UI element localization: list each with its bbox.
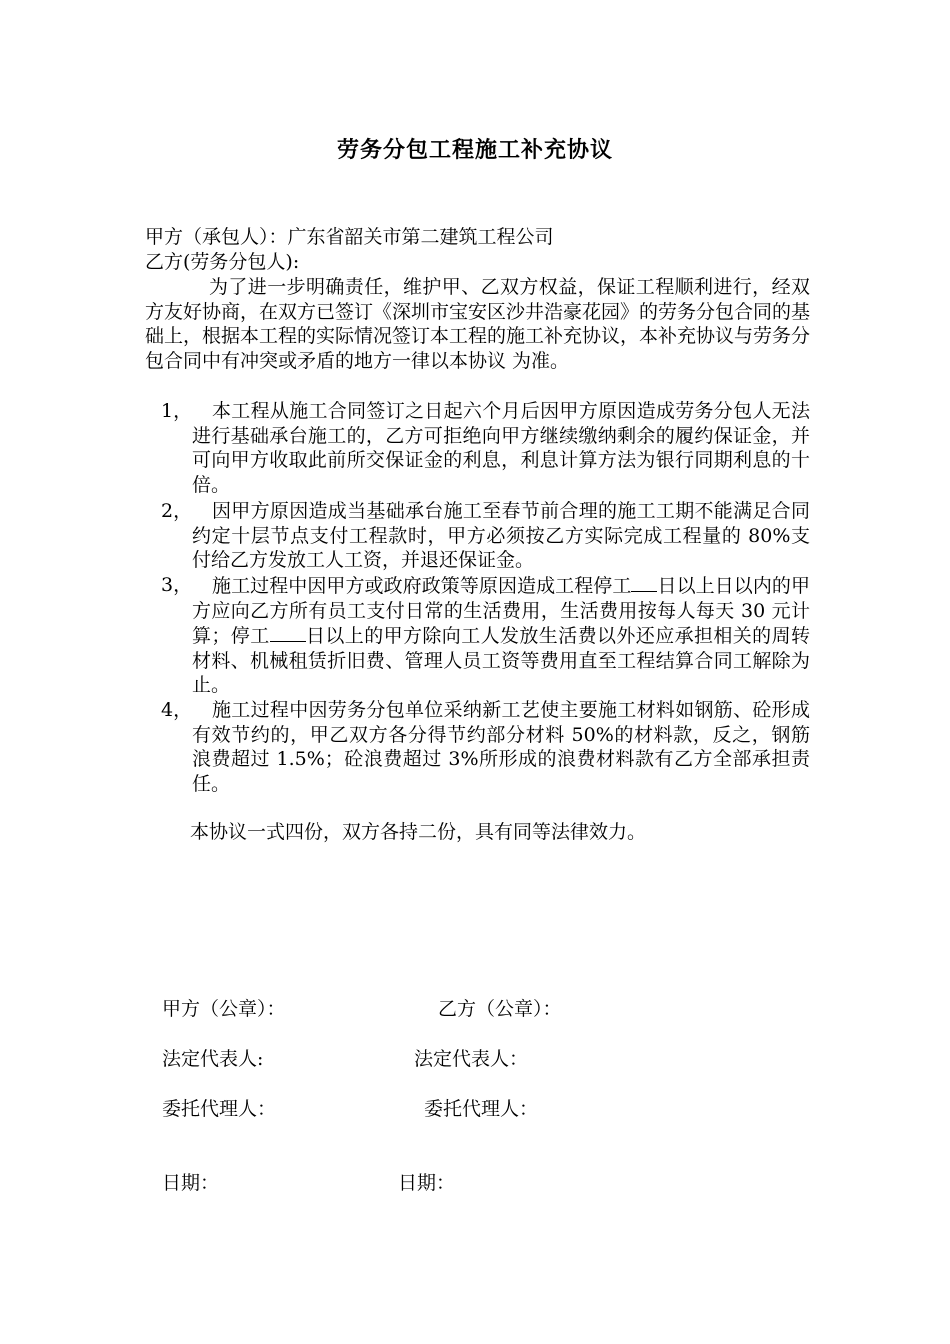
clause-4 <box>145 698 810 796</box>
clause-text-part: 日以内的甲方应向乙方所有员工支付日常的生活费用，生活费用按每人每天 30 元计算；停工 <box>192 575 810 647</box>
clause-text <box>192 573 810 698</box>
party-b-rep-label: 法定代表人： <box>414 1048 529 1070</box>
clause-2 <box>145 499 810 573</box>
clause-number: 2， <box>161 500 193 522</box>
clause-text-part: 日以上 <box>657 575 715 597</box>
party-a-agent-label: 委托代理人： <box>162 1098 277 1120</box>
closing-statement: 本协议一式四份，双方各持二份，具有同等法律效力。 <box>190 821 647 843</box>
document-title: 劳务分包工程施工补充协议 <box>336 137 613 163</box>
clause-text-part: 施工过程中因甲方或政府政策等原因造成工程停工 <box>212 575 632 597</box>
clause-text: 本工程从施工合同签订之日起六个月后因甲方原因造成劳务分包人无法进行基础承台施工的，乙方可拒绝向甲方继续缴纳剩余的履约保证金，并可向甲方收取此前所交保证金的利息，利息计算方法为银行同期利息的十倍。 <box>192 400 810 496</box>
party-a-rep-label: 法定代表人: <box>162 1048 264 1070</box>
clause-text: 因甲方原因造成当基础承台施工至春节前合理的施工工期不能满足合同约定十层节点支付工程款时，甲方必须按乙方实际完成工程量的 80%支付给乙方发放工人工资，并退还保证金。 <box>192 500 810 571</box>
party-b-line: 乙方(劳务分包人): <box>145 251 300 273</box>
clause-text-part: 日以上的甲方除向工人发放生活费以外还应承担相关的周转材料、机械租赁折旧费、管理人员工资等费用直至工程结算合同工解除为止。 <box>192 625 810 696</box>
clause-text: 施工过程中因劳务分包单位采纳新工艺使主要施工材料如钢筋、砼形成有效节约的，甲乙双方各分得节约部分材料 50%的材料款，反之，钢筋浪费超过 1.5%；砼浪费超过 3%所形成的浪费材料款有乙方全部承担责任。 <box>192 699 810 795</box>
blank-underline <box>631 573 657 592</box>
clause-number: 4， <box>161 699 193 721</box>
party-a-line: 甲方（承包人）：广东省韶关市第二建筑工程公司 <box>145 226 554 248</box>
clause-number: 1， <box>161 400 193 422</box>
party-b-date-label: 日期： <box>398 1172 456 1194</box>
clause-1 <box>145 399 810 497</box>
blank-underline <box>270 623 306 642</box>
intro-paragraph: 为了进一步明确责任，维护甲、乙双方权益，保证工程顺利进行，经双方友好协商，在双方已签订《深圳市宝安区沙井浩豪花园》的劳务分包合同的基础上，根据本工程的实际情况签订本工程的施工补充协议，本补充协议与劳务分包合同中有冲突或矛盾的地方一律以本协议 为准。 <box>145 276 811 372</box>
clause-number: 3， <box>161 574 193 596</box>
party-b-agent-label: 委托代理人： <box>424 1098 539 1120</box>
party-a-date-label: 日期： <box>162 1172 220 1194</box>
clause-3 <box>145 573 810 698</box>
party-b-seal-label: 乙方（公章）： <box>438 998 562 1020</box>
party-a-seal-label: 甲方（公章）： <box>162 998 286 1020</box>
